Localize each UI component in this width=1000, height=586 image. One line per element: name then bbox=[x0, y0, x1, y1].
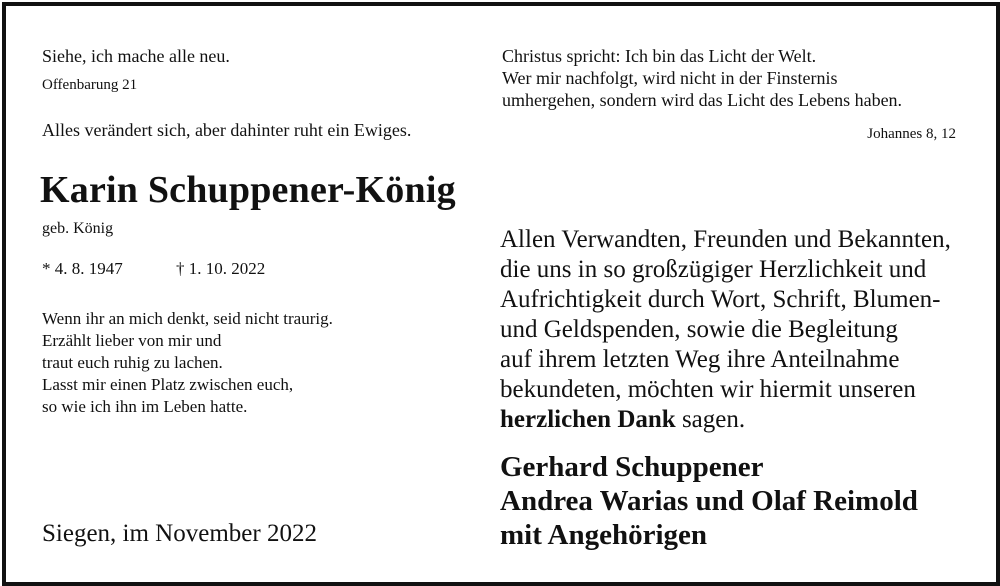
right-verse bbox=[502, 45, 902, 111]
birth-date: * 4. 8. 1947 bbox=[42, 259, 123, 278]
poem-line: so wie ich ihn im Leben hatte. bbox=[42, 397, 248, 416]
thanks-final-line bbox=[500, 405, 951, 435]
thanks-text bbox=[500, 225, 951, 435]
death-date: † 1. 10. 2022 bbox=[176, 259, 266, 278]
signer-line: Gerhard Schuppener bbox=[500, 451, 764, 483]
signer-line: Andrea Warias und Olaf Reimold bbox=[500, 485, 918, 517]
poem-line: Erzählt lieber von mir und bbox=[42, 331, 222, 350]
thanks-end: sagen. bbox=[675, 406, 746, 433]
deceased-name: Karin Schuppener-König bbox=[40, 169, 456, 211]
thanks-line: bekundeten, möchten wir hiermit unseren bbox=[500, 376, 916, 403]
thanks-line: die uns in so großzügiger Herzlichkeit und bbox=[500, 256, 927, 283]
left-verse: Siehe, ich mache alle neu. bbox=[42, 46, 230, 66]
thanks-line: Aufrichtigkeit durch Wort, Schrift, Blumen- bbox=[500, 286, 941, 313]
right-verse-reference: Johannes 8, 12 bbox=[867, 126, 956, 142]
right-verse-line: Wer mir nachfolgt, wird nicht in der Finsternis bbox=[502, 68, 838, 88]
poem-line: Wenn ihr an mich denkt, seid nicht traurig. bbox=[42, 309, 333, 328]
poem-line: traut euch ruhig zu lachen. bbox=[42, 353, 223, 372]
place-and-date: Siegen, im November 2022 bbox=[42, 520, 317, 547]
poem-line: Lasst mir einen Platz zwischen euch, bbox=[42, 375, 294, 394]
left-verse-reference: Offenbarung 21 bbox=[42, 77, 138, 93]
right-verse-line: umhergehen, sondern wird das Licht des Lebens haben. bbox=[502, 90, 903, 110]
birth-name: geb. König bbox=[42, 220, 114, 237]
poem bbox=[42, 308, 333, 418]
thanks-line: und Geldspenden, sowie die Begleitung bbox=[500, 316, 898, 343]
thanks-line: auf ihrem letzten Weg ihre Anteilnahme bbox=[500, 346, 900, 373]
right-verse-line: Christus spricht: Ich bin das Licht der Welt. bbox=[502, 46, 817, 66]
thanks-bold: herzlichen Dank bbox=[500, 406, 676, 433]
motto: Alles verändert sich, aber dahinter ruht ein Ewiges. bbox=[42, 120, 412, 140]
signer-line: mit Angehörigen bbox=[500, 519, 708, 551]
thanks-line: Allen Verwandten, Freunden und Bekannten, bbox=[500, 226, 951, 253]
signers bbox=[500, 450, 918, 552]
